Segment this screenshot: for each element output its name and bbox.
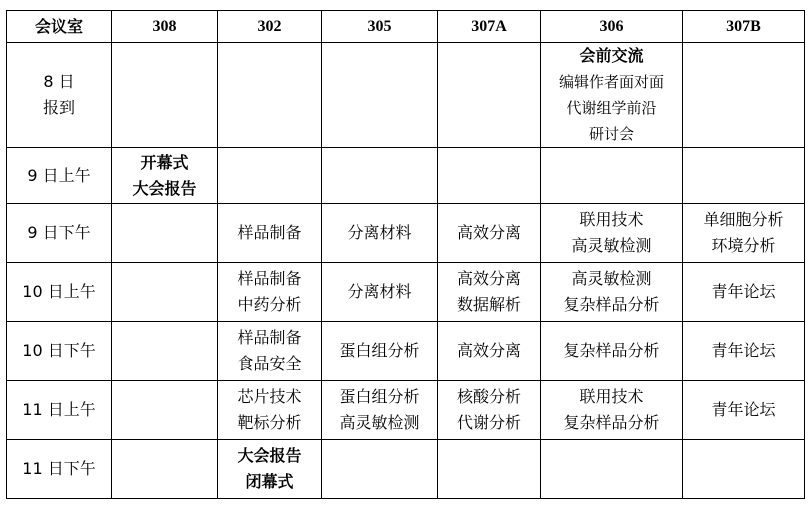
session-cell: [112, 204, 218, 263]
session-label: 蛋白组分析: [339, 341, 420, 360]
session-label: 复杂样品分析: [563, 295, 660, 314]
session-title: 会前交流: [579, 46, 644, 65]
session-cell: [322, 148, 438, 204]
session-label: 高效分离: [456, 341, 521, 360]
session-cell: [541, 381, 683, 440]
session-label: 数据解析: [456, 295, 521, 314]
time-label: 9 日下午: [27, 223, 91, 242]
room-header-302: 302: [218, 11, 322, 43]
room-header-307a: 307A: [438, 11, 541, 43]
session-label: 复杂样品分析: [563, 341, 660, 360]
session-label: 联用技术: [579, 387, 644, 406]
header-row: [7, 11, 805, 43]
room-header-307b: 307B: [683, 11, 805, 43]
session-label: 大会报告: [132, 178, 197, 198]
table-row: [7, 43, 805, 148]
session-label: 样品制备: [237, 269, 302, 288]
session-cell: [683, 322, 805, 381]
session-label: 编辑作者面对面: [558, 73, 664, 91]
session-cell: [541, 322, 683, 381]
session-label: 研讨会: [588, 125, 634, 143]
session-cell: [438, 148, 541, 204]
time-label: 8 日: [43, 72, 75, 91]
time-cell: [7, 381, 112, 440]
time-label: 10 日下午: [22, 341, 96, 360]
session-label: 代谢分析: [456, 413, 521, 432]
session-label: 开幕式: [140, 152, 189, 172]
session-cell: [112, 440, 218, 499]
table-row: [7, 204, 805, 263]
time-cell: [7, 148, 112, 204]
session-label: 单细胞分析: [703, 210, 784, 229]
session-cell: [218, 381, 322, 440]
session-cell: [683, 381, 805, 440]
session-label: 大会报告: [237, 446, 302, 465]
table-row: [7, 322, 805, 381]
time-cell: [7, 43, 112, 148]
table-row: [7, 263, 805, 322]
session-cell: [541, 440, 683, 499]
session-label: 高灵敏检测: [339, 413, 420, 432]
room-header-308: 308: [112, 11, 218, 43]
session-cell: [541, 43, 683, 148]
room-header-305: 305: [322, 11, 438, 43]
session-cell: [438, 381, 541, 440]
session-label: 高灵敏检测: [571, 269, 652, 288]
session-label: 代谢组学前沿: [566, 99, 657, 117]
time-label: 报到: [42, 98, 75, 117]
session-cell: [322, 43, 438, 148]
session-cell: [438, 322, 541, 381]
session-cell: [438, 263, 541, 322]
time-cell: [7, 440, 112, 499]
session-cell: [112, 148, 218, 204]
session-cell: [438, 43, 541, 148]
session-cell: [112, 322, 218, 381]
session-label: 食品安全: [237, 354, 302, 373]
session-cell: [112, 381, 218, 440]
session-cell: [218, 148, 322, 204]
session-cell: [541, 204, 683, 263]
session-cell: [322, 322, 438, 381]
header-corner-label: 会议室: [7, 11, 112, 43]
table-row: [7, 440, 805, 499]
session-label: 核酸分析: [456, 387, 521, 406]
session-cell: [218, 440, 322, 499]
session-cell: [438, 440, 541, 499]
session-label: 芯片技术: [237, 387, 302, 406]
session-cell: [322, 204, 438, 263]
session-cell: [112, 43, 218, 148]
session-cell: [683, 148, 805, 204]
session-label: 分离材料: [347, 282, 412, 301]
time-label: 11 日上午: [22, 400, 96, 419]
session-cell: [683, 43, 805, 148]
session-cell: [218, 322, 322, 381]
session-label: 闭幕式: [245, 472, 294, 491]
session-label: 青年论坛: [711, 400, 776, 419]
time-label: 9 日上午: [27, 165, 91, 185]
session-cell: [218, 43, 322, 148]
session-cell: [541, 148, 683, 204]
session-label: 青年论坛: [711, 341, 776, 360]
session-label: 青年论坛: [711, 282, 776, 301]
session-label: 样品制备: [237, 328, 302, 347]
time-cell: [7, 263, 112, 322]
session-cell: [218, 263, 322, 322]
session-cell: [322, 381, 438, 440]
session-cell: [112, 263, 218, 322]
session-label: 蛋白组分析: [339, 387, 420, 406]
session-label: 高灵敏检测: [571, 236, 652, 255]
session-label: 高效分离: [456, 269, 521, 288]
room-header-306: 306: [541, 11, 683, 43]
session-label: 联用技术: [579, 210, 644, 229]
time-cell: [7, 204, 112, 263]
session-cell: [683, 440, 805, 499]
session-label: 环境分析: [711, 236, 776, 255]
table-row: [7, 381, 805, 440]
session-label: 样品制备: [237, 223, 302, 242]
time-cell: [7, 322, 112, 381]
session-cell: [683, 263, 805, 322]
session-label: 分离材料: [347, 223, 412, 242]
session-label: 高效分离: [456, 223, 521, 242]
time-label: 10 日上午: [22, 282, 96, 301]
session-cell: [322, 263, 438, 322]
schedule-table: [6, 10, 805, 499]
session-label: 靶标分析: [237, 413, 302, 432]
table-row: [7, 148, 805, 204]
session-label: 中药分析: [237, 295, 302, 314]
time-label: 11 日下午: [22, 459, 96, 478]
session-cell: [683, 204, 805, 263]
session-cell: [541, 263, 683, 322]
session-cell: [322, 440, 438, 499]
session-cell: [218, 204, 322, 263]
session-cell: [438, 204, 541, 263]
session-label: 复杂样品分析: [563, 413, 660, 432]
